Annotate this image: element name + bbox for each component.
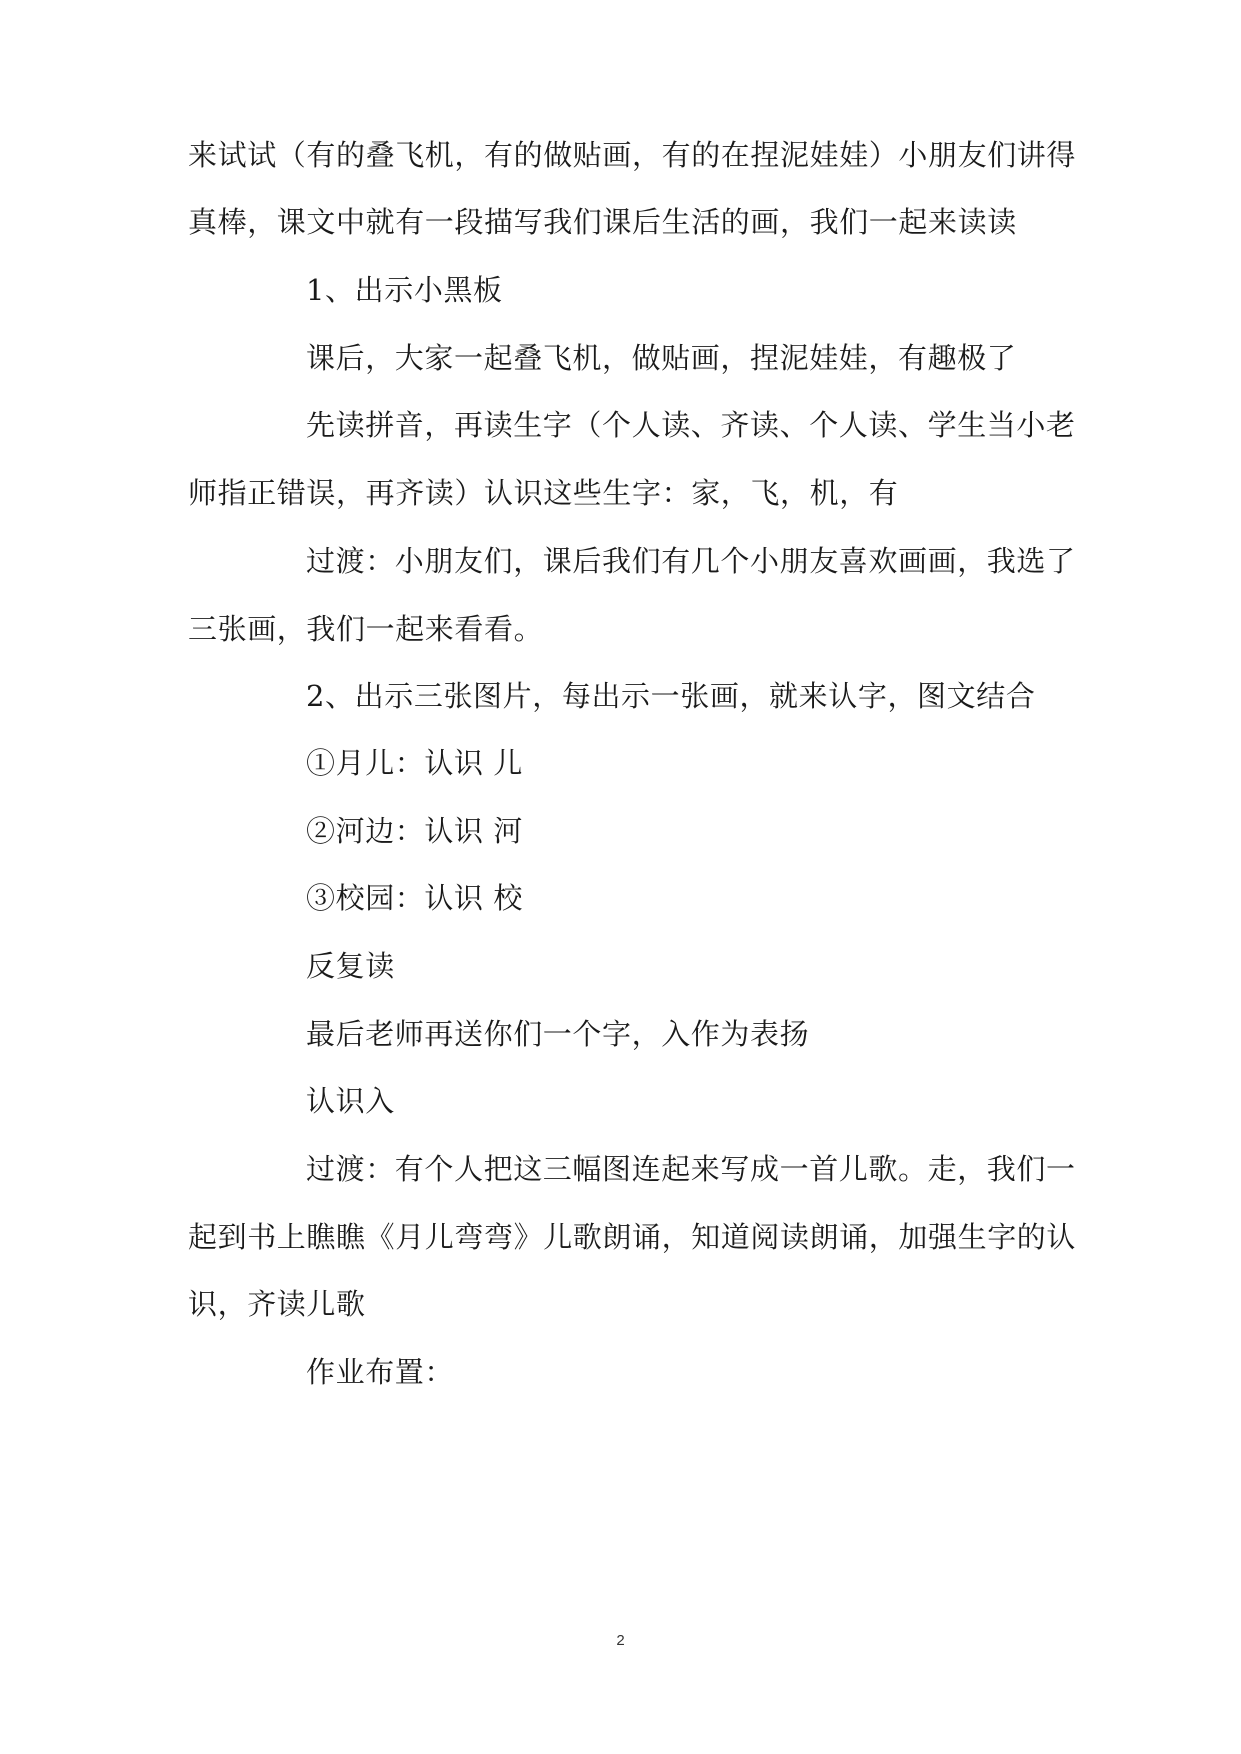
body-text-line: 三张画，我们一起来看看。 (188, 612, 544, 646)
body-text-line: 反复读 (306, 949, 395, 983)
page-number: 2 (616, 1632, 625, 1649)
body-text-line: 课后，大家一起叠飞机，做贴画，捏泥娃娃，有趣极了 (306, 341, 1017, 375)
body-text-line: 来试试（有的叠飞机，有的做贴画，有的在捏泥娃娃）小朋友们讲得 (188, 138, 1077, 172)
list-item: ②河边：认识 河 (306, 814, 524, 848)
section-heading: 作业布置： (306, 1355, 455, 1389)
section-heading: 1、出示小黑板 (306, 273, 503, 307)
body-text-line: 真棒，课文中就有一段描写我们课后生活的画，我们一起来读读 (188, 205, 1017, 239)
body-text-line: 过渡：小朋友们，课后我们有几个小朋友喜欢画画，我选了 (306, 544, 1076, 578)
body-text-line: 先读拼音，再读生字（个人读、齐读、个人读、学生当小老 (306, 408, 1076, 442)
body-text-line: 起到书上瞧瞧《月儿弯弯》儿歌朗诵，知道阅读朗诵，加强生字的认 (188, 1220, 1077, 1254)
list-item: ①月儿：认识 儿 (306, 746, 524, 780)
section-heading: 2、出示三张图片，每出示一张画，就来认字，图文结合 (306, 679, 1036, 713)
body-text-line: 过渡：有个人把这三幅图连起来写成一首儿歌。走，我们一 (306, 1152, 1076, 1186)
body-text-line: 最后老师再送你们一个字，入作为表扬 (306, 1017, 810, 1051)
body-text-line: 识，齐读儿歌 (188, 1287, 366, 1321)
body-text-line: 认识入 (306, 1084, 395, 1118)
body-text-line: 师指正错误，再齐读）认识这些生字：家，飞，机，有 (188, 476, 899, 510)
list-item: ③校园：认识 校 (306, 881, 524, 915)
